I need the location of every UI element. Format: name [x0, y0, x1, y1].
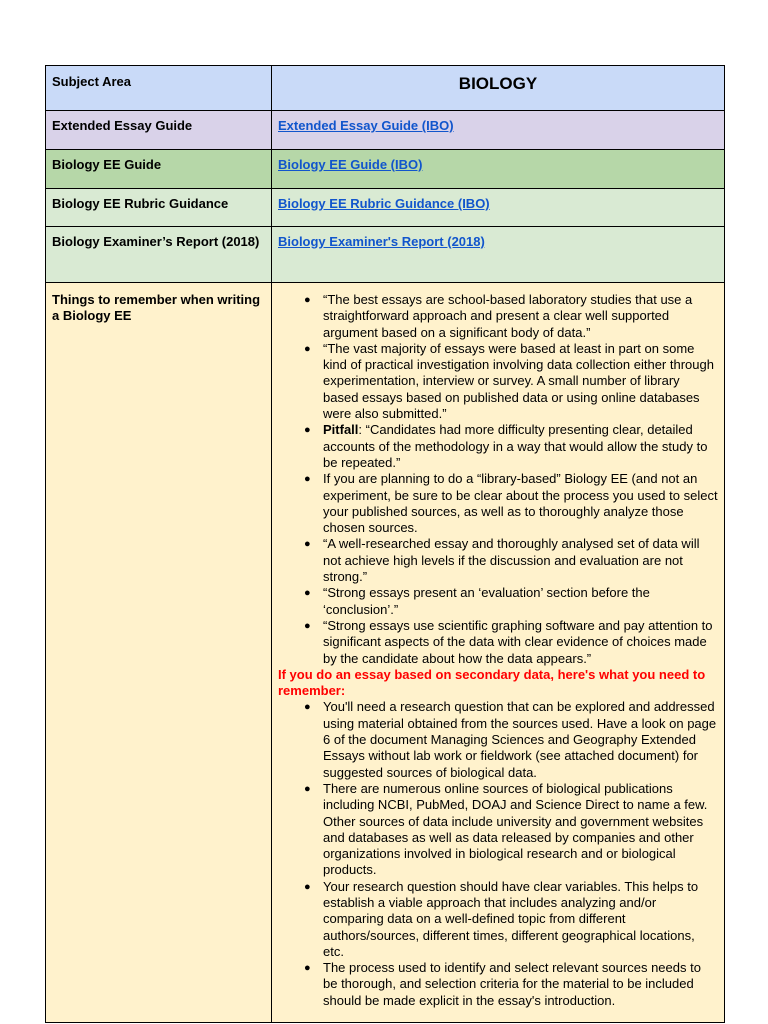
list-item: ● You'll need a research question that can be explored and addressed using material obtained from the sources used. Have a look on page 6 of the document Managing Sciences and Geography Extended Essays without lab work or fieldwork (see attached document) for suggested sources of biological data.: [304, 699, 717, 780]
list-item: ● “Strong essays use scientific graphing software and pay attention to significant aspects of the data with clear evidence of choices made by the candidate about how the data appears.”: [304, 617, 713, 666]
bullet-icon: ●: [304, 880, 311, 893]
tips-list: [278, 292, 718, 667]
subject-area-row: [46, 66, 725, 111]
things-to-remember-content: [272, 283, 725, 1023]
list-item: ● “A well-researched essay and thoroughly analysed set of data will not achieve high levels if the discussion and evaluation are not strong.”: [304, 536, 700, 585]
secondary-data-heading: If you do an essay based on secondary data, here's what you need to remember:: [278, 666, 706, 699]
biology-ee-resource-table: [45, 65, 725, 1023]
secondary-data-list: [278, 699, 718, 1009]
bullet-icon: ●: [304, 473, 311, 486]
examiners-report-label: Biology Examiner’s Report (2018): [46, 227, 272, 283]
biology-ee-guide-row: [46, 150, 725, 189]
list-item: ● “Strong essays present an ‘evaluation’ section before the ‘conclusion’.”: [304, 585, 650, 617]
list-item: ● Your research question should have clear variables. This helps to establish a viable approach that includes analyzing and/or comparing data on a well-defined topic from different authors/sources, different times, different geographical locations, etc.: [304, 878, 699, 959]
biology-ee-guide-label: Biology EE Guide: [46, 150, 272, 189]
bullet-icon: ●: [304, 587, 311, 600]
list-item: ● Pitfall: “Candidates had more difficulty presenting clear, detailed accounts of the methodology in a way that would allow the study to be repeated.”: [304, 422, 708, 470]
examiners-report-row: [46, 227, 725, 283]
subject-area-label: Subject Area: [46, 66, 272, 111]
rubric-guidance-label: Biology EE Rubric Guidance: [46, 189, 272, 227]
biology-ee-guide-link[interactable]: Biology EE Guide (IBO): [278, 157, 423, 172]
bullet-icon: ●: [304, 294, 311, 306]
examiners-report-link[interactable]: Biology Examiner's Report (2018): [278, 234, 485, 249]
bullet-icon: ●: [304, 538, 311, 551]
bullet-icon: ●: [304, 962, 311, 975]
rubric-guidance-link[interactable]: Biology EE Rubric Guidance (IBO): [278, 196, 490, 211]
list-item: ● “The best essays are school-based laboratory studies that use a straightforward approach and present a clear well supported argument based on a significant body of data.”: [304, 292, 693, 340]
list-item: ● If you are planning to do a “library-based” Biology EE (and not an experiment, be sure to be clear about the process you used to select your published sources, as well as to thoroughly analyze those chosen sources.: [304, 471, 718, 536]
things-to-remember-row: [46, 283, 725, 1023]
bullet-icon: ●: [304, 342, 311, 355]
list-item: ● “The vast majority of essays were based at least in part on some kind of practical investigation involving data collection either through experimentation, interview or survey. A small number of library based essays based on published data or using online databases were also submitted.”: [304, 340, 714, 422]
things-to-remember-label: Things to remember when writing a Biology EE: [46, 283, 272, 1023]
bullet-icon: ●: [304, 701, 311, 714]
rubric-guidance-row: [46, 189, 725, 227]
extended-essay-guide-link[interactable]: Extended Essay Guide (IBO): [278, 118, 454, 133]
extended-essay-guide-row: [46, 111, 725, 150]
extended-essay-guide-label: Extended Essay Guide: [46, 111, 272, 150]
list-item: ● There are numerous online sources of biological publications including NCBI, PubMed, DOAJ and Science Direct to name a few. Other sources of data include university and government websites and databases as well as data released by companies and other organizations involved in biological research and or biological products.: [304, 780, 708, 878]
bullet-icon: ●: [304, 782, 311, 795]
subject-area-value: BIOLOGY: [272, 66, 725, 111]
list-item: ● The process used to identify and select relevant sources needs to be thorough, and selection criteria for the material to be included should be made explicit in the essay's introduction.: [304, 960, 701, 1008]
bullet-icon: ●: [304, 619, 311, 632]
bullet-icon: ●: [304, 424, 311, 437]
pitfall-label: Pitfall: [323, 422, 359, 438]
